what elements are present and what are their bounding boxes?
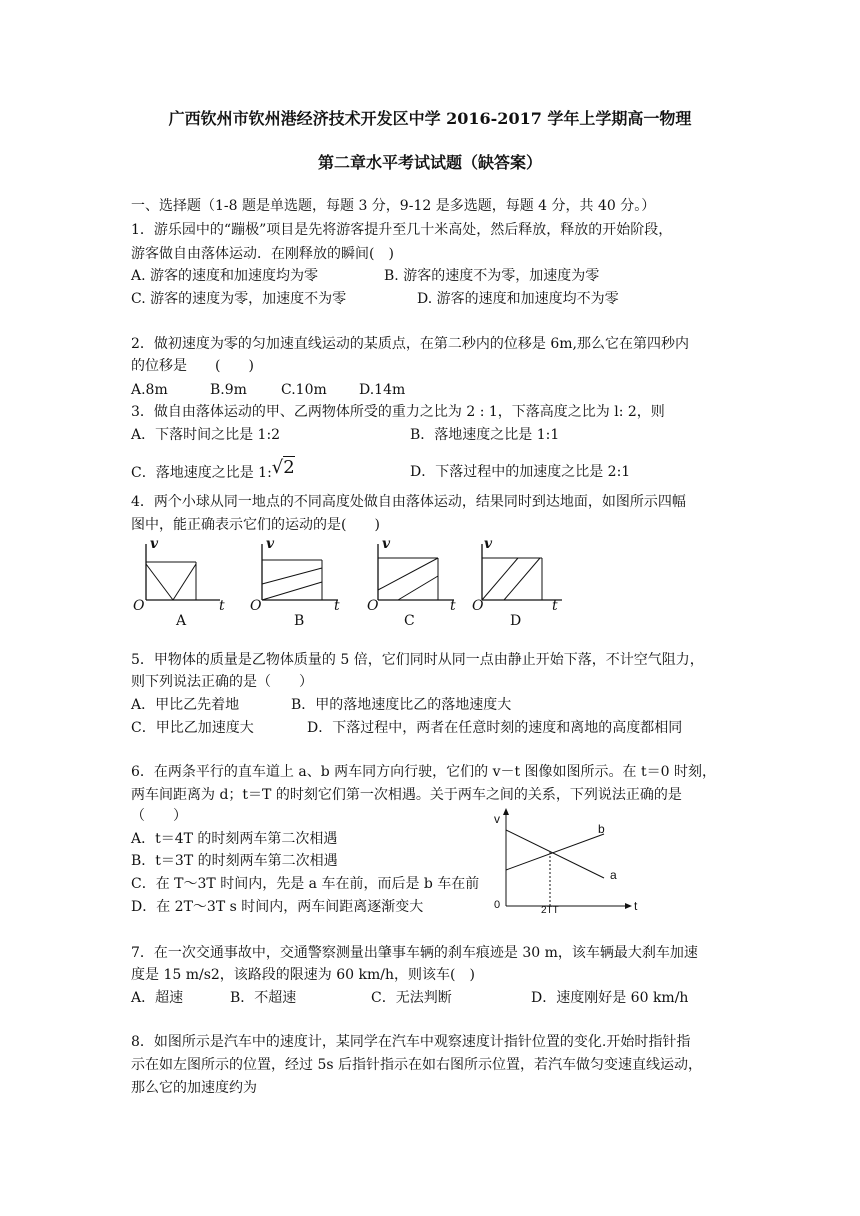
- line-a: [506, 830, 604, 878]
- v-axis-arrow: [503, 808, 509, 815]
- q4-graph-b-t: t: [334, 598, 340, 614]
- q6-graph-a: a: [610, 868, 617, 882]
- q1-option-d: D. 游客的速度和加速度均不为零: [417, 291, 619, 307]
- q5-stem-line1: 5．甲物体的质量是乙物体质量的 5 倍，它们同时从同一点由静止开始下落，不计空气阻力，: [131, 652, 704, 668]
- q7-option-a: A．超速: [131, 990, 184, 1006]
- q4-graph-a-v: v: [150, 536, 159, 552]
- q1-option-c: C. 游客的速度为零，加速度不为零: [131, 291, 347, 307]
- q4-graph-b-v: v: [266, 536, 275, 552]
- q3-option-d: D．下落过程中的加速度之比是 2:1: [410, 464, 631, 480]
- q4-stem-line1: 4．两个小球从同一地点的不同高度处做自由落体运动，结果同时到达地面，如图所示四幅: [131, 494, 686, 510]
- q7-stem-line2: 度是 15 m/s2，该路段的限速为 60 km/h，则该车( ): [131, 967, 475, 983]
- q1-stem-line2: 游客做自由落体运动．在刚释放的瞬间( ): [131, 246, 394, 262]
- line-2: [398, 576, 438, 600]
- q7-option-c: C．无法判断: [371, 990, 452, 1006]
- q2-stem-line1: 2．做初速度为零的匀加速直线运动的某质点，在第二秒内的位移是 6m,那么它在第四秒内: [131, 336, 689, 352]
- q4-graph-c-t: t: [450, 598, 456, 614]
- q1-option-b: B. 游客的速度不为零，加速度为零: [384, 268, 600, 284]
- q4-graph-d-origin: O: [472, 598, 484, 614]
- line-up: [173, 564, 196, 600]
- q4-graph-d-label: D: [510, 613, 522, 629]
- q6-graph-origin: 0: [494, 899, 501, 911]
- q2-stem-line2: 的位移是 ( ): [131, 358, 254, 374]
- line-2: [262, 582, 322, 600]
- q4-graph-c-label: C: [404, 613, 415, 629]
- q3-stem-line1: 3．做自由落体运动的甲、乙两物体所受的重力之比为 2 : 1，下落高度之比为 l: 2，则: [131, 404, 665, 420]
- q6-stem-line3: （ ）: [131, 808, 187, 824]
- q6-option-d: D．在 2T～3T s 时间内，两车间距离逐渐变大: [131, 899, 424, 915]
- section-heading: 一、选择题（1-8 题是单选题，每题 3 分，9-12 是多选题，每题 4 分，共 40 分。）: [131, 198, 656, 214]
- q2-option-b: B.9m: [210, 382, 247, 398]
- line-1: [482, 558, 518, 600]
- title-line-1: 广西钦州市钦州港经济技术开发区中学 2016-2017 学年上学期高一物理: [168, 109, 692, 128]
- q3-option-c: [131, 457, 295, 483]
- q3-option-b: B．落地速度之比是 1:1: [410, 427, 560, 443]
- q3-option-a: A．下落时间之比是 1:2: [131, 427, 281, 443]
- line-1: [262, 568, 322, 584]
- q2-option-d: D.14m: [359, 382, 406, 398]
- q4-graph-c-v: v: [382, 536, 391, 552]
- q1-stem-line1: 1．游乐园中的“蹦极”项目是先将游客提升至几十米高处，然后释放，释放的开始阶段，: [131, 222, 673, 238]
- q8-stem-line2: 示在如左图所示的位置，经过 5s 后指针指示在如右图所示位置，若汽车做匀变速直线运动，: [131, 1057, 702, 1073]
- q4-graph-a-origin: O: [133, 598, 145, 614]
- q6-option-c: C．在 T～3T 时间内，先是 a 车在前，而后是 b 车在前: [131, 876, 480, 892]
- line-down: [146, 564, 173, 600]
- q5-option-b: B．甲的落地速度比乙的落地速度大: [291, 697, 512, 713]
- q4-graph-a-label: A: [176, 613, 187, 629]
- q6-option-a: A．t＝4T 的时刻两车第二次相遇: [131, 831, 338, 847]
- q4-graph-b-label: B: [294, 613, 305, 629]
- q4-graph-c-origin: O: [367, 598, 379, 614]
- q6-graph-b: b: [598, 822, 605, 836]
- t-axis-arrow: [625, 903, 632, 909]
- q6-vt-graph: [488, 806, 648, 916]
- line-2: [504, 558, 540, 600]
- q8-stem-line3: 那么它的加速度约为: [131, 1080, 257, 1096]
- q7-stem-line1: 7．在一次交通事故中，交通警察测量出肇事车辆的刹车痕迹是 30 m，该车辆最大刹车加速: [131, 945, 698, 961]
- q4-graph-b-origin: O: [250, 598, 262, 614]
- sqrt-sign: √: [271, 457, 284, 478]
- q6-graph-v: v: [494, 812, 500, 826]
- q6-option-b: B．t＝3T 的时刻两车第二次相遇: [131, 853, 338, 869]
- q4-graph-d-t: t: [552, 598, 558, 614]
- q5-option-c: C．甲比乙加速度大: [131, 720, 254, 736]
- q5-option-a: A．甲比乙先着地: [131, 697, 240, 713]
- q2-option-c: C.10m: [281, 382, 327, 398]
- q4-graph-d-v: v: [484, 536, 493, 552]
- q6-stem-line1: 6．在两条平行的直车道上 a、b 两车同方向行驶，它们的 v－t 图像如图所示。在 t＝0 时刻，: [131, 764, 716, 780]
- q7-option-d: D．速度刚好是 60 km/h: [531, 990, 689, 1006]
- q4-graph-a-t: t: [219, 598, 225, 614]
- q8-stem-line1: 8．如图所示是汽车中的速度计，某同学在汽车中观察速度计指针位置的变化.开始时指针指: [131, 1034, 691, 1050]
- q6-stem-line2: 两车间距离为 d；t＝T 的时刻它们第一次相遇。关于两车之间的关系，下列说法正确的是: [131, 787, 682, 803]
- title-line-2: 第二章水平考试试题（缺答案）: [317, 153, 542, 172]
- line-b: [506, 834, 604, 870]
- q3-option-c-text: C．落地速度之比是 1:: [131, 465, 272, 481]
- line-1: [378, 558, 438, 590]
- q5-option-d: D．下落过程中，两者在任意时刻的速度和离地的高度都相同: [307, 720, 683, 736]
- q1-option-a: A. 游客的速度和加速度均为零: [131, 268, 319, 284]
- q4-graph-d: [474, 538, 574, 634]
- q6-graph-t: t: [634, 899, 638, 913]
- q6-graph-tick: 2TT: [541, 905, 559, 916]
- q4-stem-line2: 图中，能正确表示它们的运动的是( ): [131, 517, 380, 533]
- q7-option-b: B．不超速: [230, 990, 297, 1006]
- sqrt-radicand: 2: [283, 457, 295, 478]
- q5-stem-line2: 则下列说法正确的是（ ）: [131, 674, 313, 690]
- q2-option-a: A.8m: [131, 382, 168, 398]
